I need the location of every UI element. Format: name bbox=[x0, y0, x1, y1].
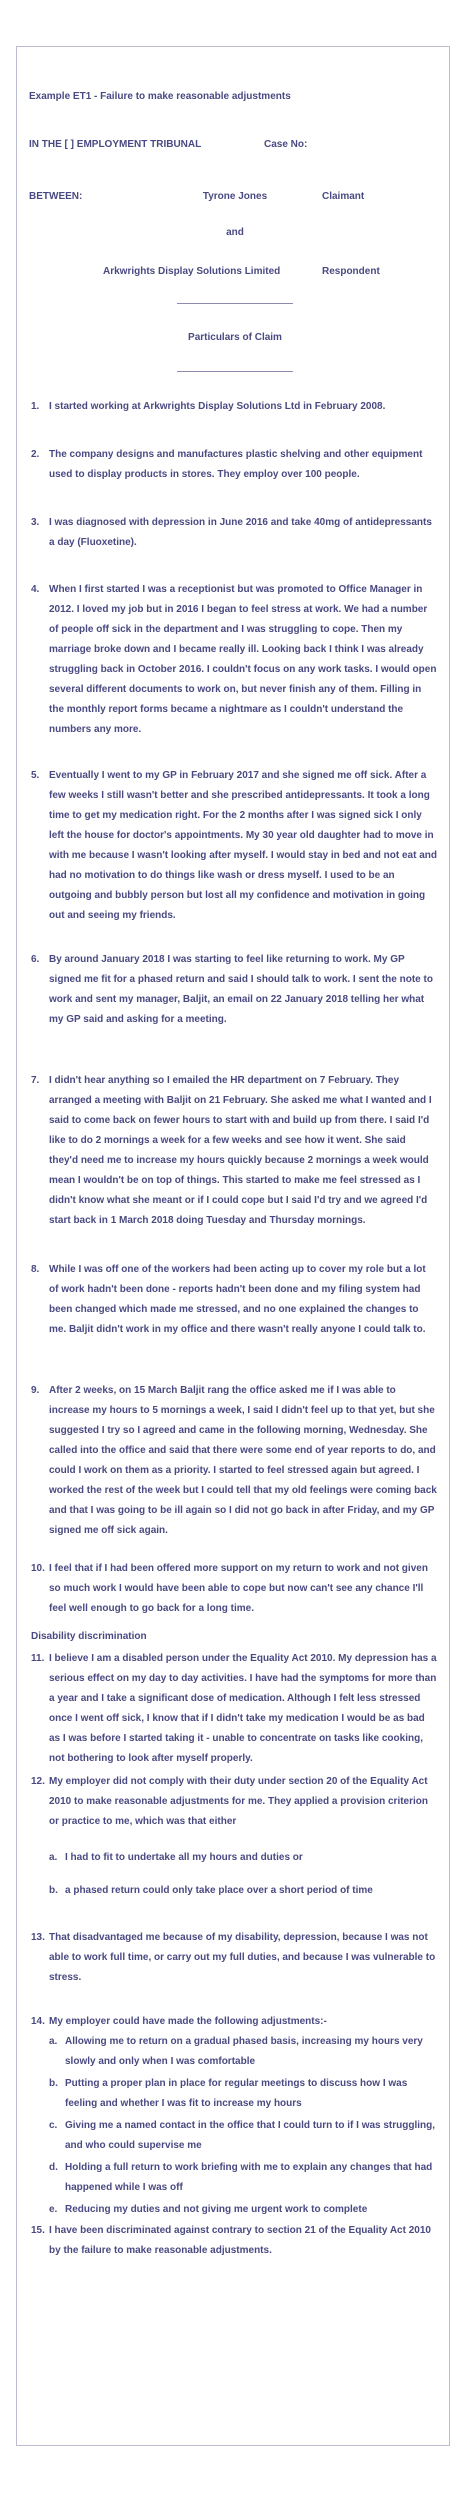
paragraph-number: 14. bbox=[31, 2016, 45, 2027]
and-word: and bbox=[226, 227, 244, 238]
case-no-label: Case No: bbox=[264, 139, 308, 150]
paragraph-number: 10. bbox=[31, 1563, 45, 1574]
sub-item-text: Allowing me to return on a gradual phased basis, increasing my hours very slowly and only when I was comfortable bbox=[65, 2036, 423, 2067]
sub-item-letter: b. bbox=[49, 1885, 58, 1896]
section-heading: Disability discrimination bbox=[31, 1631, 147, 1642]
paragraph-text: While I was off one of the workers had been acting up to cover my role but a lot of work hadn't been done - reports hadn't been done and my filing system had been changed which made me stressed, and no one explained the changes to me. Baljit didn't work in my office and there wasn't really anyone I could talk to. bbox=[49, 1264, 426, 1335]
paragraph-text: My employer did not comply with their duty under section 20 of the Equality Act 2010 to make reasonable adjustments for me. They applied a provision criterion or practice to me, which was that either bbox=[49, 1776, 429, 1827]
paragraph-number: 15. bbox=[31, 2225, 45, 2236]
sub-item-text: Putting a proper plan in place for regular meetings to discuss how I was feeling and whether I was fit to increase my hours bbox=[65, 2078, 408, 2109]
sub-item-letter: a. bbox=[49, 1852, 58, 1863]
divider-top bbox=[177, 303, 293, 304]
paragraph-number: 6. bbox=[31, 954, 40, 965]
claimant-name: Tyrone Jones bbox=[202, 191, 268, 202]
paragraph-text: By around January 2018 I was starting to feel like returning to work. My GP signed me fit for a phased return and said I should talk to work. I sent the note to work and sent my manager, Baljit, an email on 22 January 2018 telling her what my GP said and asking for a meeting. bbox=[49, 954, 433, 1025]
paragraph-number: 8. bbox=[31, 1264, 40, 1275]
paragraph-text: I didn't hear anything so I emailed the HR department on 7 February. They arranged a meeting with Baljit on 21 February. She asked me what I wanted and I said to come back on fewer hours to start with and build up from there. I said I'd like to do 2 mornings a week for a few weeks and see how it went. She said they'd need me to increase my hours quickly because 2 mornings a week would mean I wouldn't be on top of things. This started to make me feel stressed as I didn't know what she meant or if I could cope but I said I'd try and we agreed I'd start back in 1 March 2018 doing Tuesday and Thursday mornings. bbox=[49, 1075, 432, 1226]
paragraph-number: 7. bbox=[31, 1075, 40, 1086]
paragraph-text: I was diagnosed with depression in June 2016 and take 40mg of antidepressants a day (Fluoxetine). bbox=[49, 517, 432, 548]
respondent-name: Arkwrights Display Solutions Limited bbox=[103, 266, 281, 277]
example-title: Example ET1 - Failure to make reasonable adjustments bbox=[29, 91, 291, 102]
sub-item-text: I had to fit to undertake all my hours and duties or bbox=[65, 1852, 303, 1863]
sub-item-text: Reducing my duties and not giving me urgent work to complete bbox=[65, 2204, 368, 2215]
sub-item-text: Giving me a named contact in the office that I could turn to if I was struggling, and who could supervise me bbox=[65, 2120, 436, 2151]
paragraph-text: I believe I am a disabled person under the Equality Act 2010. My depression has a serious effect on my day to day activities. I have had the symptoms for more than a year and I take a significant dose of medication. Although I felt less stressed once I went off sick, I know that if I didn't take my medication I would be as bad as I was before I started taking it - unable to concentrate on tasks like cooking, not bothering to look after myself properly. bbox=[49, 1653, 437, 1764]
sub-item-text: Holding a full return to work briefing with me to explain any changes that had happened while I was off bbox=[65, 2162, 433, 2193]
paragraph-text: Eventually I went to my GP in February 2017 and she signed me off sick. After a few weeks I still wasn't better and she prescribed antidepressants. It took a long time to get my medication right. For the 2 months after I was signed sick I only left the house for doctor's appointments. My 30 year old daughter had to move in with me because I wasn't looking after myself. I would stay in bed and not eat and had no motivation to do things like wash or dress myself. I used to be an outgoing and bubbly person but lost all my confidence and motivation in going out and seeing my friends. bbox=[49, 770, 438, 921]
paragraph-number: 9. bbox=[31, 1385, 40, 1396]
paragraph-number: 3. bbox=[31, 517, 40, 528]
paragraph-text: When I first started I was a receptionist but was promoted to Office Manager in 2012. I loved my job but in 2016 I began to feel stress at work. We had a number of people off sick in the department and I was struggling to cope. Then my marriage broke down and I became really ill. Looking back I think I was already struggling back in October 2016. I couldn't focus on any work tasks. I would open several different documents to work on, but never finish any of them. Filling in the monthly report forms became a nightmare as I couldn't understand the numbers any more. bbox=[49, 584, 437, 735]
paragraph-number: 1. bbox=[31, 401, 40, 412]
paragraph-text: My employer could have made the following adjustments:- bbox=[49, 2016, 327, 2027]
tribunal-line: IN THE [ ] EMPLOYMENT TRIBUNAL bbox=[29, 139, 202, 150]
divider-bottom bbox=[177, 371, 293, 372]
sub-item-letter: b. bbox=[49, 2078, 58, 2089]
paragraph-number: 13. bbox=[31, 1932, 45, 1943]
paragraph-number: 2. bbox=[31, 449, 40, 460]
sub-item-letter: d. bbox=[49, 2162, 58, 2173]
claimant-role: Claimant bbox=[322, 191, 365, 202]
paragraph-text: I have been discriminated against contrary to section 21 of the Equality Act 2010 by the failure to make reasonable adjustments. bbox=[49, 2225, 431, 2256]
document-page bbox=[16, 46, 450, 2446]
sub-item-letter: c. bbox=[49, 2120, 58, 2131]
paragraph-text: I started working at Arkwrights Display Solutions Ltd in February 2008. bbox=[49, 401, 386, 412]
sub-item-text: a phased return could only take place over a short period of time bbox=[65, 1885, 373, 1896]
paragraph-number: 12. bbox=[31, 1776, 45, 1787]
sub-item-letter: e. bbox=[49, 2204, 58, 2215]
paragraph-number: 5. bbox=[31, 770, 40, 781]
paragraph-text: I feel that if I had been offered more support on my return to work and not given so much work I would have been able to cope but now can't see any chance I'll feel well enough to go back for a long time. bbox=[49, 1563, 428, 1614]
respondent-role: Respondent bbox=[322, 266, 380, 277]
sub-item-letter: a. bbox=[49, 2036, 58, 2047]
paragraph-text: That disadvantaged me because of my disability, depression, because I was not able to work full time, or carry out my full duties, and because I was vulnerable to stress. bbox=[49, 1932, 436, 1983]
paragraph-number: 11. bbox=[31, 1653, 45, 1664]
paragraph-number: 4. bbox=[31, 584, 40, 595]
particulars-heading: Particulars of Claim bbox=[188, 332, 282, 343]
between-label: BETWEEN: bbox=[29, 191, 83, 202]
paragraph-text: The company designs and manufactures plastic shelving and other equipment used to display products in stores. They employ over 100 people. bbox=[49, 449, 423, 480]
paragraph-text: After 2 weeks, on 15 March Baljit rang the office asked me if I was able to increase my hours to 5 mornings a week, I said I didn't feel up to that yet, but she suggested I try so I agreed and came in the following morning, Wednesday. She called into the office and said that there were some end of year reports to do, and could I work on them as a priority. I started to feel stressed again but agreed. I worked the rest of the week but I could tell that my old feelings were coming back and that I was going to be ill again so I did not go back in after Friday, and my GP signed me off sick again. bbox=[49, 1385, 437, 1536]
